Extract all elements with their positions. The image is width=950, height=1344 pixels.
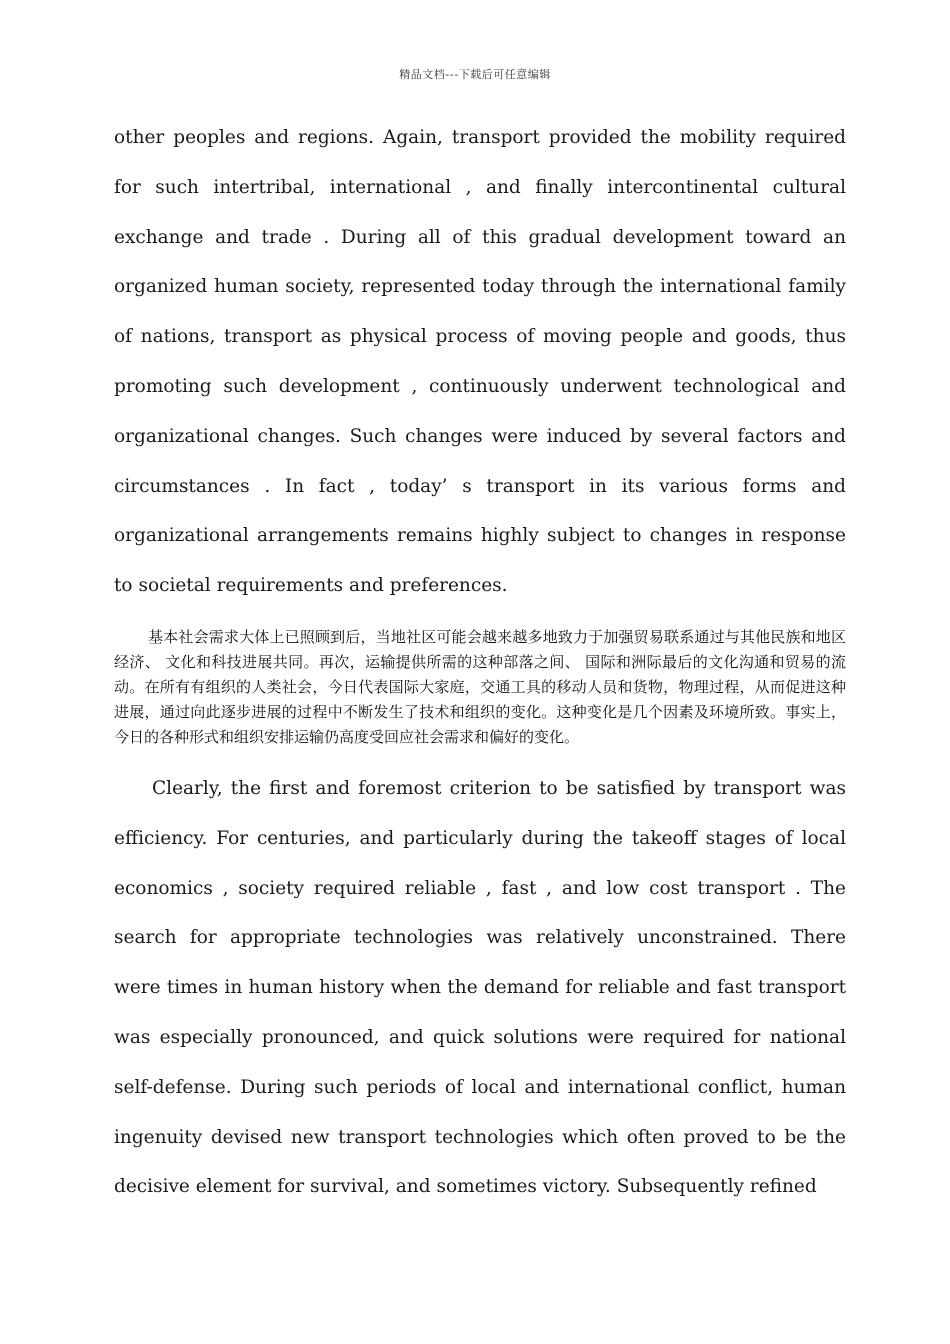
page-header: 精品文档---下载后可任意编辑 <box>399 68 551 81</box>
paragraph-english-2: Clearly, the first and foremost criterion to be satisfied by transport was efficiency. For centuries, and particularly during the takeoff stages of local economics , society required reliable , fast , and low cost transport . The search for appropriate technologies was relatively unconstrained. There were times in human history when the demand for reliable and fast transport was especially pronounced, and quick solutions were required for national self-defense. During such periods of local and international conflict, human ingenuity devised new transport technologies which often proved to be the decisive element for survival, and sometimes victory. Subsequently refined <box>114 777 846 1198</box>
document-body <box>114 113 846 1212</box>
paragraph-english-1: other peoples and regions. Again, transport provided the mobility required for such intertribal, international , and finally intercontinental cultural exchange and trade . During all of this gradual development toward an organized human society, represented today through the international family of nations, transport as physical process of moving people and goods, thus promoting such development , continuously underwent technological and organizational changes. Such changes were induced by several factors and circumstances . In fact , today’ s transport in its various forms and organizational arrangements remains highly subject to changes in response to societal requirements and preferences. <box>114 127 846 597</box>
paragraph-chinese-translation: 基本社会需求大体上已照顾到后，当地社区可能会越来越多地致力于加强贸易联系通过与其他民族和地区经济、 文化和科技进展共同。再次，运输提供所需的这种部落之间、 国际和洲际最后的文化沟通和贸易的流动。在所有有组织的人类社会，今日代表国际大家庭，交通工具的移动人员和货物，物理过程，从而促进这种进展，通过向此逐步进展的过程中不断发生了技术和组织的变化。这种变化是几个因素及环境所致。事实上，今日的各种形式和组织安排运输仍高度受回应社会需求和偏好的变化。 <box>114 627 846 746</box>
